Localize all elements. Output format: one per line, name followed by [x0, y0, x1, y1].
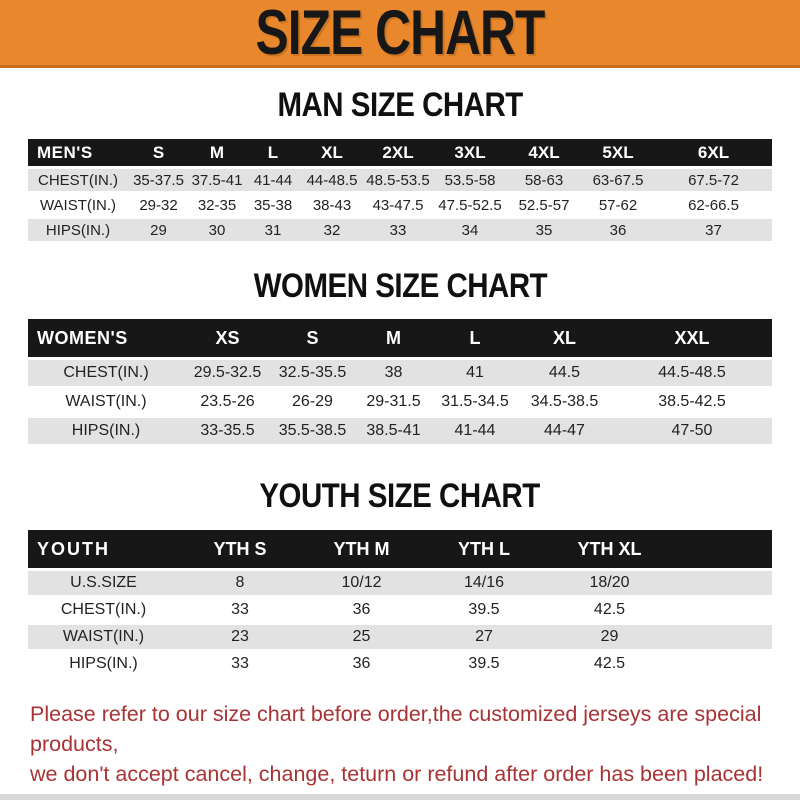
- size-cell: 29: [128, 219, 189, 241]
- spacer-cell: [673, 625, 772, 649]
- men-hips-row: [28, 219, 772, 241]
- size-cell: 8: [179, 571, 301, 595]
- men-col-header: L: [245, 139, 301, 166]
- size-cell: 35-38: [253, 196, 293, 214]
- size-cell: 23.5-26: [200, 393, 255, 410]
- women-waist-row: [28, 389, 772, 415]
- size-cell: 27: [422, 625, 546, 649]
- size-cell: 14/16: [422, 571, 546, 595]
- size-cell: 35.5-38.5: [271, 418, 354, 444]
- row-label: HIPS(IN.): [28, 219, 128, 241]
- size-cell: 29-31.5: [366, 393, 421, 410]
- size-cell: 42.5: [593, 655, 626, 672]
- spacer-cell: [673, 571, 772, 595]
- row-label: CHEST(IN.): [28, 169, 128, 191]
- size-cell: 25: [301, 625, 422, 649]
- row-label: HIPS(IN.): [69, 655, 138, 672]
- size-cell: 53.5-58: [433, 169, 507, 191]
- size-cell: 39.5: [468, 601, 500, 618]
- section-title-man: [0, 84, 800, 125]
- size-cell: 67.5-72: [655, 169, 772, 191]
- men-header-row: [28, 139, 772, 166]
- men-size-table: [28, 136, 772, 244]
- youth-header-row: [28, 530, 772, 568]
- youth-size-table: [28, 527, 772, 679]
- size-cell: 34: [433, 219, 507, 241]
- women-col-header: L: [433, 319, 517, 357]
- women-col-header: S: [271, 319, 354, 357]
- page-header-banner: [0, 0, 800, 68]
- men-col-header: 5XL: [581, 139, 655, 166]
- page-title: SIZE CHART: [255, 0, 545, 68]
- size-cell: 38-43: [312, 196, 352, 214]
- size-cell: 34.5-38.5: [530, 393, 599, 410]
- men-corner-label: MEN'S: [28, 139, 128, 166]
- size-cell: 23: [179, 625, 301, 649]
- youth-chest-row: [28, 598, 772, 622]
- men-col-header: XL: [301, 139, 363, 166]
- size-cell: 32.5-35.5: [271, 360, 354, 386]
- size-cell: 42.5: [593, 601, 626, 618]
- size-cell: 37.5-41: [189, 169, 245, 191]
- youth-col-header: YTH M: [301, 530, 422, 568]
- row-label: CHEST(IN.): [28, 360, 184, 386]
- section-title-women-text: WOMEN SIZE CHART: [253, 265, 547, 306]
- row-label: WAIST(IN.): [28, 625, 179, 649]
- size-cell: 52.5-57: [518, 196, 570, 214]
- size-cell: 32-35: [197, 196, 237, 214]
- size-cell: 36: [352, 601, 371, 618]
- women-hips-row: [28, 418, 772, 444]
- men-col-header: 2XL: [363, 139, 433, 166]
- size-cell: 29-32: [139, 196, 178, 214]
- size-cell: 37: [655, 219, 772, 241]
- size-cell: 62-66.5: [688, 196, 739, 214]
- youth-header-spacer: [673, 530, 772, 568]
- section-title-youth: [0, 475, 800, 516]
- size-cell: 29: [546, 625, 673, 649]
- size-cell: 31.5-34.5: [441, 393, 509, 410]
- footer-warning: [30, 699, 800, 789]
- size-cell: 41-44: [433, 418, 517, 444]
- size-cell: 18/20: [546, 571, 673, 595]
- youth-ussize-row: [28, 571, 772, 595]
- men-col-header: S: [128, 139, 189, 166]
- size-cell: 41: [433, 360, 517, 386]
- youth-waist-row: [28, 625, 772, 649]
- size-cell: 29.5-32.5: [184, 360, 271, 386]
- row-label: U.S.SIZE: [28, 571, 179, 595]
- men-waist-row: [28, 194, 772, 216]
- size-cell: 26-29: [292, 393, 333, 410]
- size-cell: 44-48.5: [301, 169, 363, 191]
- size-cell: 35: [507, 219, 581, 241]
- size-cell: 58-63: [507, 169, 581, 191]
- size-cell: 41-44: [245, 169, 301, 191]
- women-header-row: [28, 319, 772, 357]
- size-cell: 57-62: [598, 196, 638, 214]
- men-chest-row: [28, 169, 772, 191]
- size-cell: 33: [363, 219, 433, 241]
- bottom-edge-strip: [0, 794, 800, 800]
- size-cell: 38.5-42.5: [658, 393, 726, 410]
- spacer-cell: [673, 652, 772, 676]
- size-cell: 33-35.5: [184, 418, 271, 444]
- men-col-header: 6XL: [655, 139, 772, 166]
- size-cell: 36: [352, 655, 371, 672]
- size-cell: 36: [581, 219, 655, 241]
- size-cell: 30: [189, 219, 245, 241]
- size-cell: 47.5-52.5: [438, 196, 502, 214]
- spacer-cell: [673, 598, 772, 622]
- size-cell: 39.5: [468, 655, 500, 672]
- men-col-header: M: [189, 139, 245, 166]
- women-col-header: XXL: [612, 319, 772, 357]
- women-chest-row: [28, 360, 772, 386]
- row-label: CHEST(IN.): [60, 601, 147, 618]
- women-col-header: XL: [517, 319, 612, 357]
- women-col-header: M: [354, 319, 433, 357]
- size-cell: 47-50: [612, 418, 772, 444]
- size-cell: 63-67.5: [581, 169, 655, 191]
- size-cell: 32: [301, 219, 363, 241]
- row-label: HIPS(IN.): [28, 418, 184, 444]
- size-cell: 43-47.5: [372, 196, 424, 214]
- size-cell: 48.5-53.5: [363, 169, 433, 191]
- section-title-women: [0, 265, 800, 306]
- youth-hips-row: [28, 652, 772, 676]
- men-col-header: 4XL: [507, 139, 581, 166]
- youth-col-header: YTH L: [422, 530, 546, 568]
- youth-corner-label: YOUTH: [28, 530, 179, 568]
- row-label: WAIST(IN.): [65, 393, 147, 410]
- footer-warning-line2: we don't accept cancel, change, teturn or refund after order has been placed!: [30, 762, 764, 786]
- size-cell: 10/12: [301, 571, 422, 595]
- footer-warning-line1: Please refer to our size chart before order,the customized jerseys are special products,: [30, 702, 762, 756]
- men-col-header: 3XL: [433, 139, 507, 166]
- women-corner-label: WOMEN'S: [28, 319, 184, 357]
- size-cell: 31: [245, 219, 301, 241]
- women-size-table: [28, 316, 772, 447]
- size-cell: 33: [231, 655, 249, 672]
- size-cell: 38.5-41: [354, 418, 433, 444]
- youth-col-header: YTH S: [179, 530, 301, 568]
- size-cell: 33: [231, 601, 249, 618]
- size-cell: 38: [354, 360, 433, 386]
- women-col-header: XS: [184, 319, 271, 357]
- youth-col-header: YTH XL: [546, 530, 673, 568]
- size-cell: 35-37.5: [128, 169, 189, 191]
- section-title-man-text: MAN SIZE CHART: [277, 84, 523, 125]
- size-cell: 44.5: [517, 360, 612, 386]
- section-title-youth-text: YOUTH SIZE CHART: [259, 475, 541, 516]
- row-label: WAIST(IN.): [39, 196, 117, 214]
- size-cell: 44.5-48.5: [612, 360, 772, 386]
- size-cell: 44-47: [517, 418, 612, 444]
